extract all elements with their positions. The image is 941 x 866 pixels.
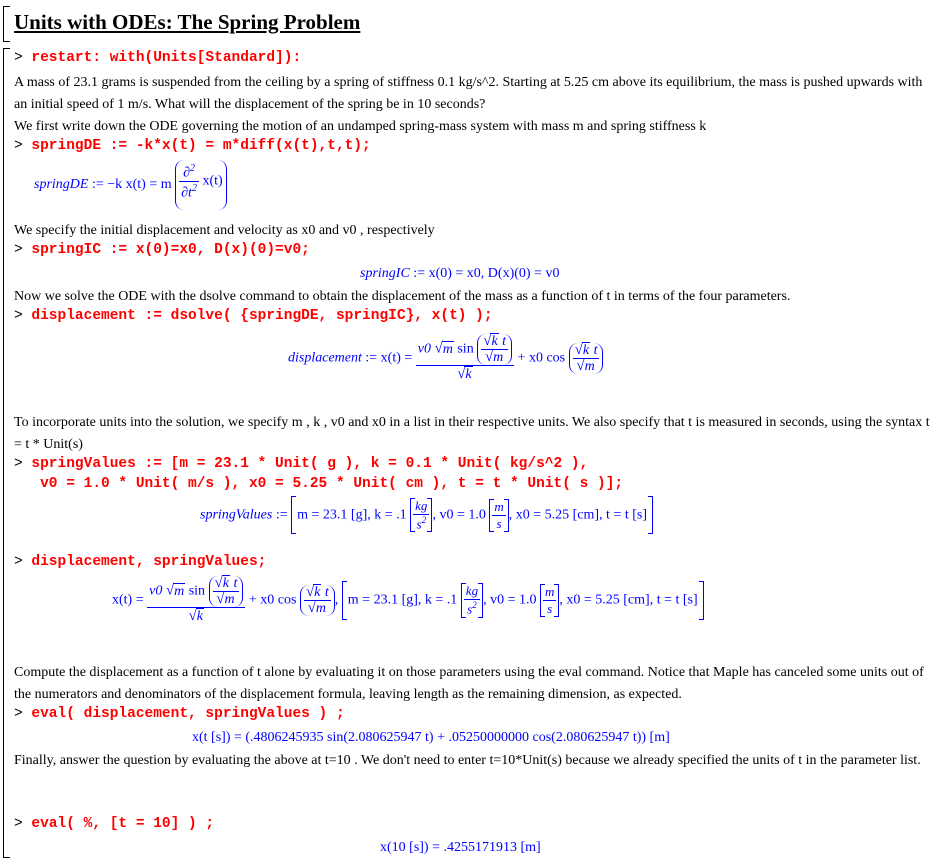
text-problem: A mass of 23.1 grams is suspended from the ceiling by a spring of stiffness 0.1 kg/s^2. Starting at 5.25 cm above its equilibrium, the mass is pushed upwards with an initial speed of 1 m/s. What will the displacement of the spring be in 10 seconds? [14, 75, 923, 112]
input-springValues-cont[interactable]: v0 = 1.0 * Unit( m/s ), x0 = 5.25 * Unit( cm ), t = t * Unit( s )]; [14, 476, 624, 492]
input-eval[interactable]: > eval( displacement, springValues ) ; [14, 706, 345, 722]
input-springIC[interactable]: > springIC := x(0)=x0, D(x)(0)=v0; [14, 242, 310, 258]
text-dsolve-intro: Now we solve the ODE with the dsolve command to obtain the displacement of the mass as a function of t in terms of the four parameters. [14, 289, 791, 304]
input-eval-t10[interactable]: > eval( %, [t = 10] ) ; [14, 816, 215, 832]
text-ode-intro: We first write down the ODE governing the motion of an undamped spring-mass system with mass m and spring stiffness k [14, 119, 707, 134]
input-springDE[interactable]: > springDE := -k*x(t) = m*diff(x(t),t,t); [14, 138, 371, 154]
output-display-values: x(t) = v0 √m sin $\frac{\text{√k t}}{√m}$ √k + x0 cos $\frac{\text{√k t}}{√m}$ , m = 23.1 [g], k = .1 $\frac{kg}{s^2}$ , v0 = 1.0 $\frac{m}{s}$ , x0 = 5.25 [cm], t = t [s] [112, 576, 704, 625]
section-bracket [3, 6, 10, 42]
input-restart[interactable]: > restart: with(Units[Standard]): [14, 50, 302, 66]
output-eval-t10: x(10 [s]) = .4255171913 [m] [380, 840, 541, 855]
output-springValues: springValues := m = 23.1 [g], k = .1 $\frac{kg}{s^2}$ , v0 = 1.0 $\frac{m}{s}$ , x0 = 5.25 [cm], t = t [s] [200, 496, 653, 534]
text-final-intro: Finally, answer the question by evaluating the above at t=10 . We don't need to enter t=10*Unit(s) because we already specified the units of t in the parameter list. [14, 753, 921, 768]
text-units-intro: To incorporate units into the solution, we specify m , k , v0 and x0 in a list in their respective units. We also specify that t is measured in seconds, using the syntax t = t * Unit(s) [14, 415, 930, 452]
page-title: Units with ODEs: The Spring Problem [14, 10, 361, 34]
output-displacement: displacement := x(t) = v0 √m sin $\frac{\text{√k t}}{√m}$ √k + x0 cos $\frac{\text{√k t}}{√m}$ [288, 334, 603, 383]
output-springIC: springIC := x(0) = x0, D(x)(0) = v0 [360, 266, 560, 281]
output-springDE: springDE := −k x(t) = m $\frac{\partial^2}{\partial t^2}$ x(t) [34, 160, 227, 210]
input-displacement[interactable]: > displacement := dsolve( {springDE, springIC}, x(t) ); [14, 308, 493, 324]
group-bracket [3, 48, 10, 858]
text-ic-intro: We specify the initial displacement and velocity as x0 and v0 , respectively [14, 223, 435, 238]
output-eval: x(t [s]) = (.4806245935 sin(2.080625947 t) + .05250000000 cos(2.080625947 t)) [m] [192, 730, 670, 745]
input-display-values[interactable]: > displacement, springValues; [14, 554, 267, 570]
text-eval-intro: Compute the displacement as a function of t alone by evaluating it on those parameters using the eval command. Notice that Maple has canceled some units out of the numerators and denominators of the displacement formula, leaving length as the remaining dimension, as expected. [14, 665, 924, 702]
input-springValues[interactable]: > springValues := [m = 23.1 * Unit( g ), k = 0.1 * Unit( kg/s^2 ), [14, 456, 589, 472]
